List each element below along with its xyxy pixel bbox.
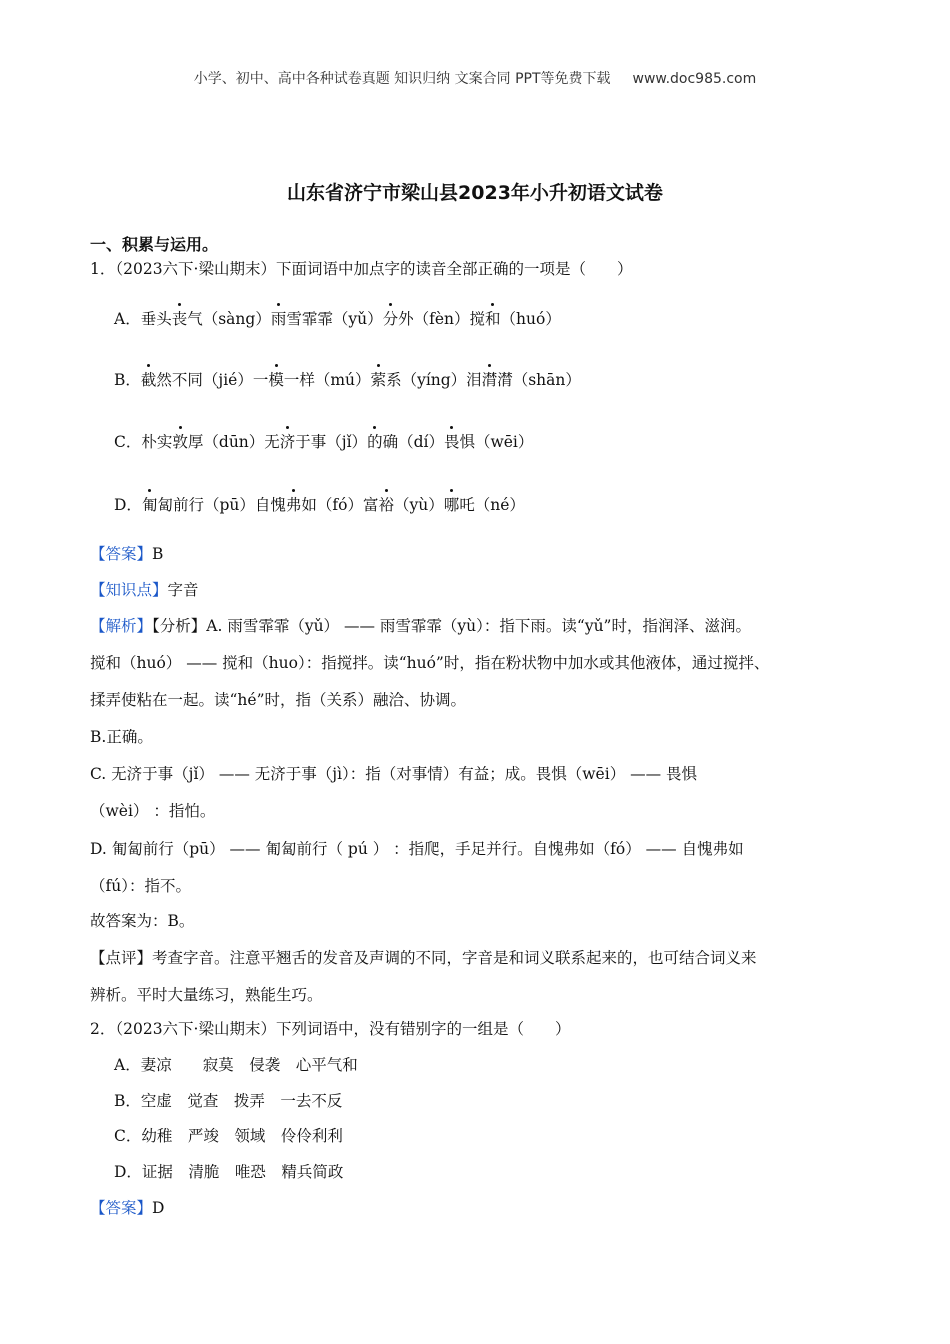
emphasis-char: 敦 xyxy=(172,433,188,451)
emphasis-char: 萦 xyxy=(370,371,387,389)
question-1-knowledge-point xyxy=(90,579,199,601)
answer-label: 【答案】 xyxy=(90,1199,153,1217)
analysis-line: 揉弄使粘在一起。读“hé”时，指（关系）融洽、协调。 xyxy=(90,691,467,709)
analysis-line: C. 无济于事（jǐ） —— 无济于事（jì）：指（对事情）有益；成。畏惧（wēi） —— 畏惧 xyxy=(90,765,698,783)
comment-line: 【点评】考查字音。注意平翘舌的发音及声调的不同，字音是和词义联系起来的，也可结合词义来 xyxy=(90,949,757,967)
analysis-line: （fú）：指不。 xyxy=(90,877,191,895)
answer-value: D xyxy=(152,1199,165,1217)
question-1-stem: 1．（2023六下·梁山期末）下面词语中加点字的读音全部正确的一项是（ ） xyxy=(90,260,633,278)
emphasis-char: 潸 xyxy=(481,371,498,389)
analysis-line: 故答案为：B。 xyxy=(90,912,195,930)
analysis-label: 【解析】 xyxy=(90,617,153,635)
comment-label: 【点评】 xyxy=(90,949,153,967)
question-1-option-d: D．匍匐前行（pū）自愧弗如（fó）富裕（yù）哪吒（né） xyxy=(114,496,525,514)
page-title: 山东省济宁市梁山县2023年小升初语文试卷 xyxy=(287,182,663,204)
question-2-option-a: A．妻凉 寂莫 侵袭 心平气和 xyxy=(114,1056,358,1074)
emphasis-char: 雨 xyxy=(270,310,287,328)
question-2-option-c: C．幼稚 严竣 领域 伶伶利利 xyxy=(114,1127,343,1145)
question-2-option-b: B．空虚 觉查 拨弄 一去不反 xyxy=(114,1092,343,1110)
answer-value: B xyxy=(152,545,164,563)
emphasis-char: 和 xyxy=(485,310,501,328)
comment-line: 辨析。平时大量练习，熟能生巧。 xyxy=(90,986,323,1004)
knowledge-point-value: 字音 xyxy=(167,581,199,599)
header-text: 小学、初中、高中各种试卷真题 知识归纳 文案合同 PPT等免费下载 xyxy=(193,71,611,87)
analysis-line: D. 匍匐前行（pū） —— 匍匐前行（ pú ） ：指爬，手足并行。自愧弗如（fó） —— 自愧弗如 xyxy=(90,840,744,858)
question-1-option-a: A．垂头丧气（sàng）雨雪霏霏（yǔ）分外（fèn）搅和（huó） xyxy=(114,310,561,328)
analysis-line: （wèi） ：指怕。 xyxy=(90,802,216,820)
emphasis-char: 分 xyxy=(382,310,399,328)
emphasis-char: 丧 xyxy=(171,310,188,328)
emphasis-char: 哪 xyxy=(443,496,460,514)
analysis-line: 搅和（huó） —— 搅和（huo）：指搅拌。读“huó”时，指在粉状物中加水或其他液体，通过搅拌、 xyxy=(90,654,770,672)
knowledge-point-label: 【知识点】 xyxy=(90,581,168,599)
page-header xyxy=(0,68,950,88)
emphasis-char: 裕 xyxy=(378,496,394,514)
question-1-option-c: C．朴实敦厚（dūn）无济于事（jǐ）的确（dí）畏惧（wēi） xyxy=(114,433,534,451)
emphasis-char: 的 xyxy=(367,433,383,451)
answer-label: 【答案】 xyxy=(90,545,153,563)
header-url[interactable]: www.doc985.com xyxy=(632,71,757,87)
question-2-answer xyxy=(90,1197,164,1219)
analysis-line: 【解析】【分析】A. 雨雪霏霏（yǔ） —— 雨雪霏霏（yù）：指下雨。读“yǔ”时，指润泽、滋润。 xyxy=(90,617,751,635)
emphasis-char: 畏 xyxy=(443,433,460,451)
question-1-answer xyxy=(90,543,163,565)
question-2-option-d: D．证据 清脆 唯恐 精兵简政 xyxy=(114,1163,344,1181)
question-2-stem: 2．（2023六下·梁山期末）下列词语中，没有错别字的一组是（ ） xyxy=(90,1020,571,1038)
emphasis-char: 济 xyxy=(279,433,296,451)
analysis-line: B.正确。 xyxy=(90,728,153,746)
emphasis-char: 截 xyxy=(140,371,157,389)
emphasis-char: 弗 xyxy=(285,496,302,514)
emphasis-char: 模 xyxy=(268,371,284,389)
question-1-option-b: B．截然不同（jié）一模一样（mú）萦系（yíng）泪潸潸（shān） xyxy=(114,371,581,389)
section-heading: 一、积累与运用。 xyxy=(90,235,219,254)
emphasis-char: 匍 xyxy=(141,496,158,514)
